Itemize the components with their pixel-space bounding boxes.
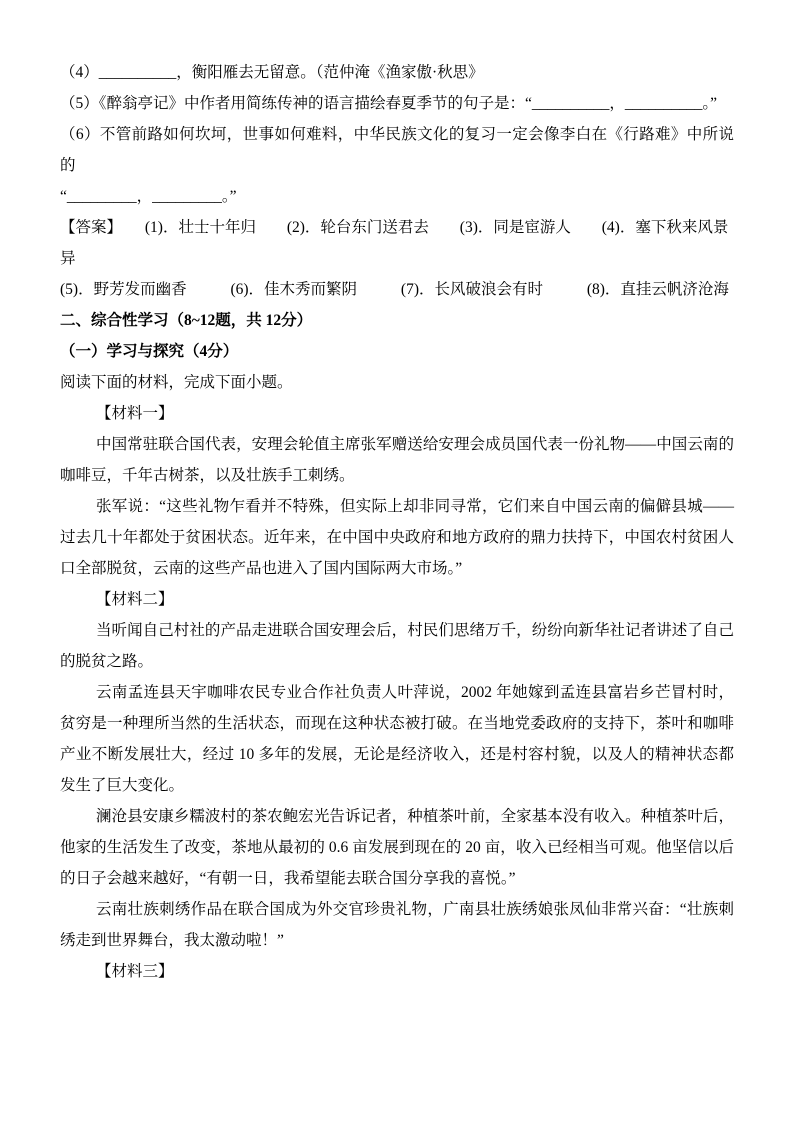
material-2-paragraph-4: 云南壮族刺绣作品在联合国成为外交官珍贵礼物，广南县壮族绣娘张凤仙非常兴奋：“壮族刺绣走到世界舞台，我太激动啦！”	[60, 901, 734, 949]
material-1-paragraph-1: 中国常驻联合国代表，安理会轮值主席张军赠送给安理会成员国代表一份礼物——中国云南的咖啡豆，千年古树茶，以及壮族手工刺绣。	[60, 436, 734, 484]
answer-key-label: 【答案】	[60, 219, 123, 236]
answer-key-row-2	[60, 274, 734, 305]
answer-item-8: (8)．直挂云帆济沧海	[586, 281, 729, 298]
question-6-line2: “_________，_________。”	[60, 188, 237, 205]
answer-item-6: (6)．佳木秀而繁阴	[230, 281, 358, 298]
material-2-paragraph-3: 澜沧县安康乡糯波村的茶农鲍宏光告诉记者，种植茶叶前，全家基本没有收入。种植茶叶后，他家的生活发生了改变，茶地从最初的 0.6 亩发展到现在的 20 亩，收入已经相当可观。他坚信以后的日子会越来越好，“有朝一日，我希望能去联合国分享我的喜悦。”	[60, 808, 734, 887]
material-2-paragraph-2: 云南孟连县天宇咖啡农民专业合作社负责人叶萍说，2002 年她嫁到孟连县富岩乡芒冒村时，贫穷是一种理所当然的生活状态，而现在这种状态被打破。在当地党委政府的支持下，茶叶和咖啡产业不断发展壮大，经过 10 多年的发展，无论是经济收入，还是村容村貌，以及人的精神状态都发生了巨大变化。	[60, 684, 734, 794]
question-6-line1: （6）不管前路如何坎坷，世事如何难料，中华民族文化的复习一定会像李白在《行路难》中所说的	[60, 126, 734, 174]
answer-key-row-1	[60, 212, 734, 274]
material-3-label: 【材料三】	[96, 963, 174, 980]
material-2-label: 【材料二】	[96, 591, 174, 608]
answer-item-4: (4)．塞下秋来风景异	[60, 219, 729, 267]
question-5: （5）《醉翁亭记》中作者用简练传神的语言描绘春夏季节的句子是：“__________，__________。”	[60, 95, 718, 112]
answer-item-1: (1)．壮士十年归	[144, 219, 256, 236]
answer-item-5: (5)．野芳发而幽香	[60, 281, 187, 298]
subsection-heading: （一）学习与探究（4分）	[60, 343, 239, 360]
material-1-label: 【材料一】	[96, 405, 174, 422]
answer-item-3: (3)．同是宦游人	[459, 219, 571, 236]
material-1-paragraph-2: 张军说：“这些礼物乍看并不特殊，但实际上却非同寻常，它们来自中国云南的偏僻县城——过去几十年都处于贫困状态。近年来，在中国中央政府和地方政府的鼎力扶持下，中国农村贫困人口全部脱贫，云南的这些产品也进入了国内国际两大市场。”	[60, 498, 734, 577]
section-heading: 二、综合性学习（8~12题，共 12分）	[60, 312, 313, 329]
intro-text: 阅读下面的材料，完成下面小题。	[60, 374, 293, 391]
answer-item-2: (2)．轮台东门送君去	[286, 219, 429, 236]
answer-item-7: (7)．长风破浪会有时	[400, 281, 543, 298]
material-2-paragraph-1: 当听闻自己村社的产品走进联合国安理会后，村民们思绪万千，纷纷向新华社记者讲述了自己的脱贫之路。	[60, 622, 734, 670]
question-4: （4）__________，衡阳雁去无留意。（范仲淹《渔家傲·秋思》	[60, 64, 484, 81]
